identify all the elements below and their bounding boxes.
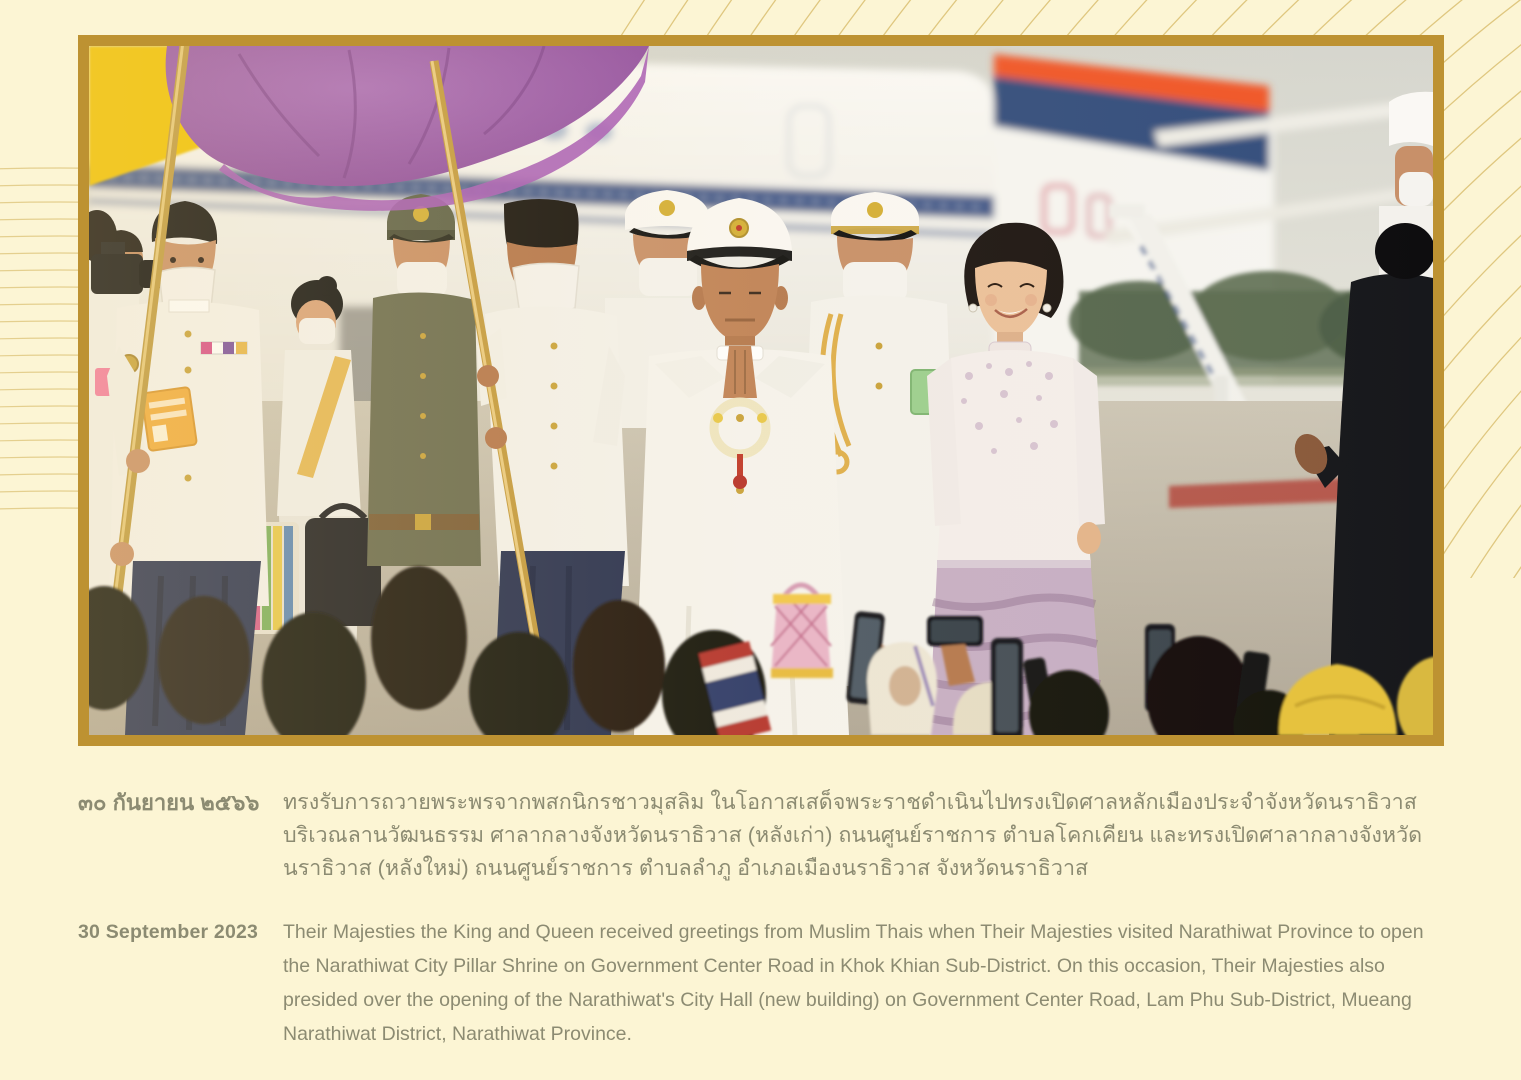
photo-frame xyxy=(78,35,1444,746)
english-caption-text: Their Majesties the King and Queen received greetings from Muslim Thais when Their Majesties visited Narathiwat Province to open the Narathiwat City Pillar Shrine on Government Center Road in Khok Khian Sub-District. On this occasion, Their Majesties also presided over the opening of the Narathiwat's City Hall (new building) on Government Center Road, Lam Phu Sub-District, Mueang Narathiwat District, Narathiwat Province. xyxy=(283,921,1424,1045)
thai-date: ๓๐ กันยายน ๒๕๖๖ xyxy=(78,790,260,815)
english-date: 30 September 2023 xyxy=(78,921,259,943)
english-caption-row xyxy=(78,915,1435,1051)
thai-caption-text: ทรงรับการถวายพระพรจากพสกนิกรชาวมุสลิม ในโอกาสเสด็จพระราชดำเนินไปทรงเปิดศาลหลักเมืองประจำจังหวัดนราธิวาส บริเวณลานวัฒนธรรม ศาลากลางจังหวัดนราธิวาส (หลังเก่า) ถนนศูนย์ราชการ ตำบลโคกเคียน และทรงเปิดศาลากลางจังหวัดนราธิวาส (หลังใหม่) ถนนศูนย์ราชการ ตำบลลำภู อำเภอเมืองนราธิวาส จังหวัดนราธิวาส xyxy=(283,790,1423,880)
royal-arrival-photo xyxy=(89,46,1433,735)
warm-light-haze xyxy=(89,46,1433,735)
caption-block xyxy=(78,786,1435,1051)
thai-caption-row xyxy=(78,786,1435,885)
